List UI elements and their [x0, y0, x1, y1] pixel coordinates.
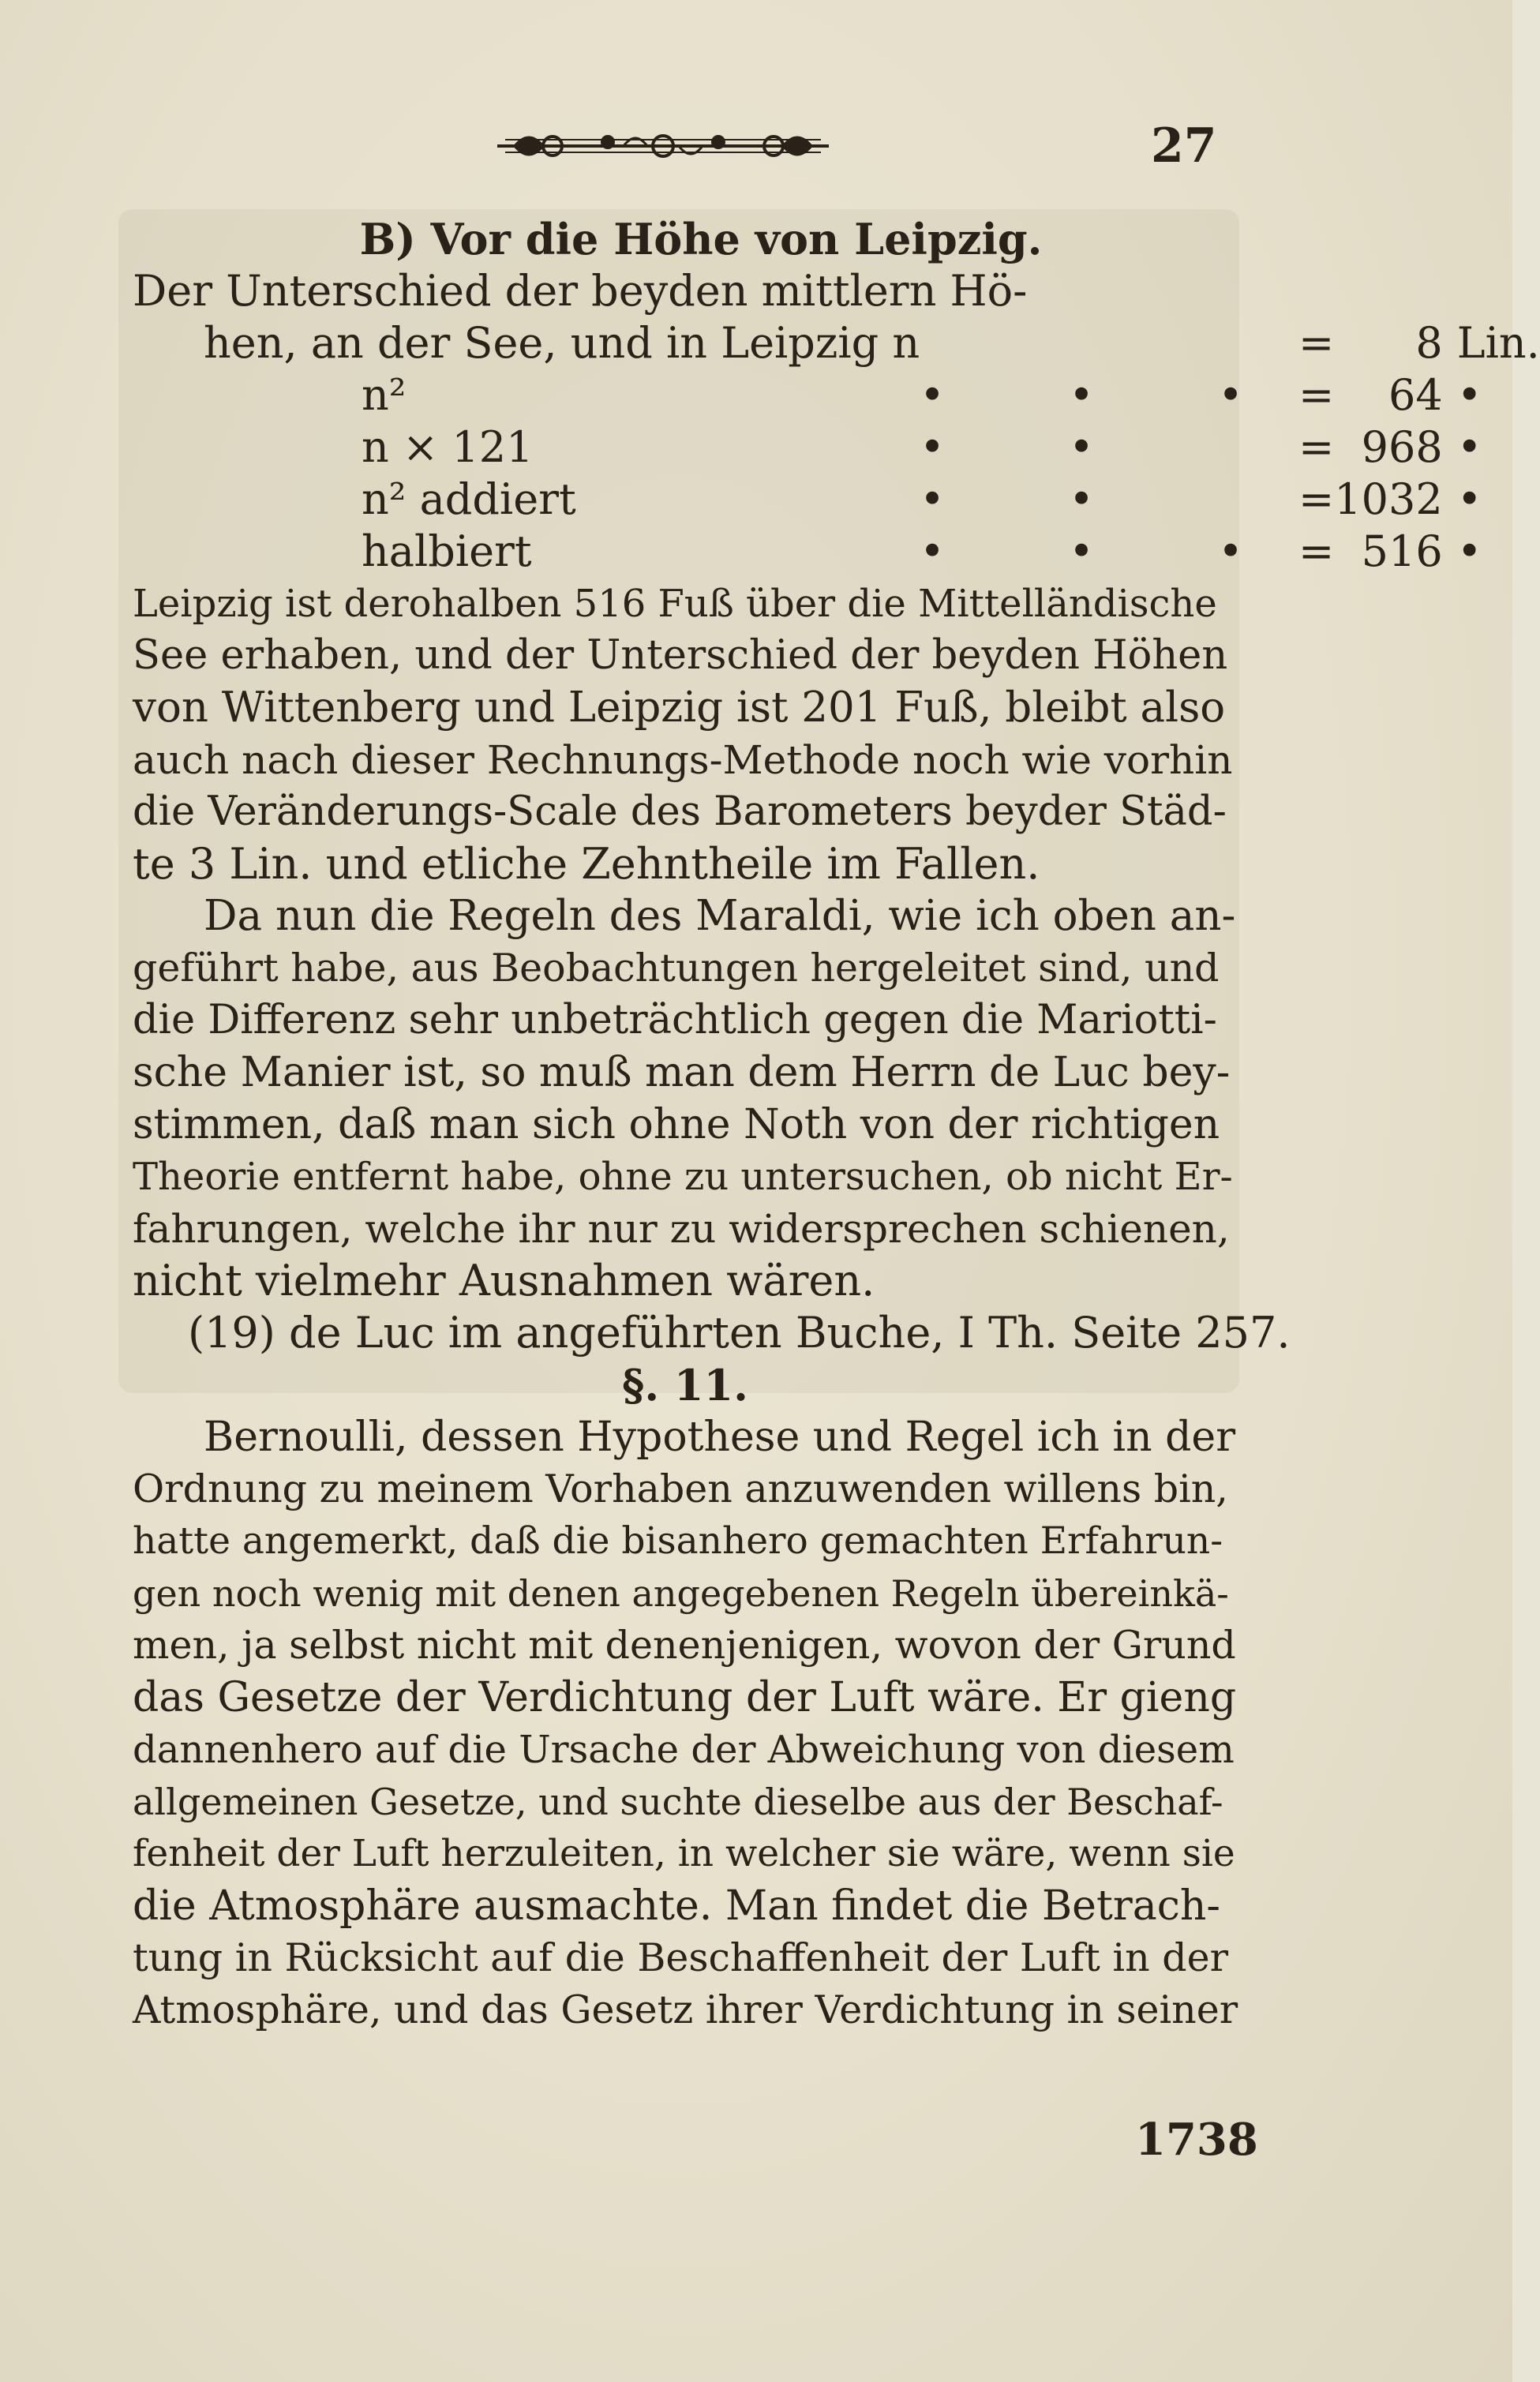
calc-dots: • • — [920, 422, 1149, 472]
text-line: hatte angemerkt, daß die bisanhero gemachten Erfahrun- — [133, 1519, 1223, 1563]
calc-value: 516 — [1361, 526, 1443, 576]
text-line: das Gesetze der Verdichtung der Luft wäre. Er gieng — [133, 1674, 1237, 1721]
main-text — [133, 213, 1540, 2036]
text-line: auch nach dieser Rechnungs-Methode noch wie vorhin — [133, 737, 1233, 783]
calc-label: n × 121 — [362, 422, 534, 472]
calc-equals: = — [1298, 370, 1335, 420]
section-mark: §. 11. — [622, 1360, 748, 1410]
text-line: Der Unterschied der beyden mittlern Hö- — [133, 266, 1028, 316]
calc-value: 968 — [1361, 422, 1443, 472]
text-line: die Differenz sehr unbeträchtlich gegen die Mariotti- — [133, 997, 1217, 1043]
calc-value: 1032 — [1334, 474, 1443, 524]
text-line: See erhaben, und der Unterschied der beyden Höhen — [133, 632, 1228, 679]
calc-row — [133, 317, 1540, 369]
text-line: geführt habe, aus Beobachtungen hergeleitet sind, und — [133, 946, 1220, 991]
text-line: Atmosphäre, und das Gesetz ihrer Verdichtung in seiner — [133, 1987, 1238, 2032]
text-line: men, ja selbst nicht mit denenjenigen, wovon der Grund — [133, 1623, 1236, 1668]
calc-row — [133, 421, 1540, 474]
text-line: tung in Rücksicht auf die Beschaffenheit der Luft in der — [133, 1935, 1229, 1980]
text-line: Ordnung zu meinem Vorhaben anzuwenden willens bin, — [133, 1466, 1228, 1511]
calc-row — [133, 526, 1540, 578]
calc-label: hen, an der See, und in Leipzig n — [204, 318, 920, 368]
text-line: Da nun die Regeln des Maraldi, wie ich oben an- — [204, 892, 1236, 940]
paragraph-2 — [133, 890, 1238, 1307]
calc-unit: Lin. — [1456, 318, 1540, 368]
calc-label: n² addiert — [362, 474, 576, 524]
paragraph-3 — [133, 1411, 1238, 2036]
text-line: allgemeinen Gesetze, und suchte dieselbe aus der Beschaf- — [133, 1781, 1223, 1823]
text-line: gen noch wenig mit denen angegebenen Regeln übereinkä- — [133, 1572, 1229, 1615]
text-line: die Atmosphäre ausmachte. Man findet die Betrach- — [133, 1882, 1220, 1930]
calc-label: n² — [362, 370, 407, 420]
text-line: stimmen, daß man sich ohne Noth von der richtigen — [133, 1101, 1220, 1148]
calculation-table — [133, 317, 1540, 578]
calc-value: 64 — [1388, 370, 1443, 420]
calc-equals: = — [1298, 474, 1335, 524]
text-line: Leipzig ist derohalben 516 Fuß über die Mittelländische — [133, 582, 1217, 626]
calc-row — [133, 369, 1540, 421]
catchword: 1738 — [1135, 2114, 1258, 2166]
text-line: fahrungen, welche ihr nur zu widersprechen schienen, — [133, 1206, 1230, 1252]
text-line: von Wittenberg und Leipzig ist 201 Fuß, bleibt also — [133, 684, 1226, 732]
calc-row — [133, 474, 1540, 526]
page-number: 27 — [1151, 118, 1217, 174]
text-line: Theorie entfernt habe, ohne zu untersuchen, ob nicht Er- — [133, 1155, 1233, 1199]
calc-dots: • • • — [920, 526, 1299, 576]
calc-unit: • — [1456, 422, 1482, 472]
paragraph-1 — [133, 578, 1238, 890]
text-line: nicht vielmehr Ausnahmen wären. — [133, 1256, 875, 1305]
calc-equals: = — [1298, 526, 1335, 576]
text-line: te 3 Lin. und etliche Zehntheile im Fallen. — [133, 839, 1040, 889]
calc-unit: • — [1456, 370, 1482, 420]
calc-equals: = — [1298, 318, 1335, 368]
calc-label: halbiert — [362, 526, 532, 576]
text-line: die Veränderungs-Scale des Barometers beyder Städ- — [133, 788, 1227, 835]
calc-value: 8 — [1415, 318, 1443, 368]
text-line: dannenhero auf die Ursache der Abweichung von diesem — [133, 1728, 1235, 1772]
footnote: (19) de Luc im angeführten Buche, I Th. Seite 257. — [188, 1308, 1291, 1358]
calc-unit: • — [1456, 526, 1482, 576]
decorative-ornament-icon — [497, 118, 829, 174]
calc-unit: • — [1456, 474, 1482, 524]
text-line: fenheit der Luft herzuleiten, in welcher sie wäre, wenn sie — [133, 1832, 1235, 1875]
calc-equals: = — [1298, 422, 1335, 472]
calc-dots — [920, 317, 1298, 369]
calc-dots: • • — [920, 474, 1149, 524]
section-heading: B) Vor die Höhe von Leipzig. — [359, 214, 1043, 264]
calc-dots: • • • — [920, 370, 1299, 420]
text-line: sche Manier ist, so muß man dem Herrn de Luc bey- — [133, 1049, 1231, 1096]
text-line: Bernoulli, dessen Hypothese und Regel ich in der — [204, 1414, 1236, 1461]
